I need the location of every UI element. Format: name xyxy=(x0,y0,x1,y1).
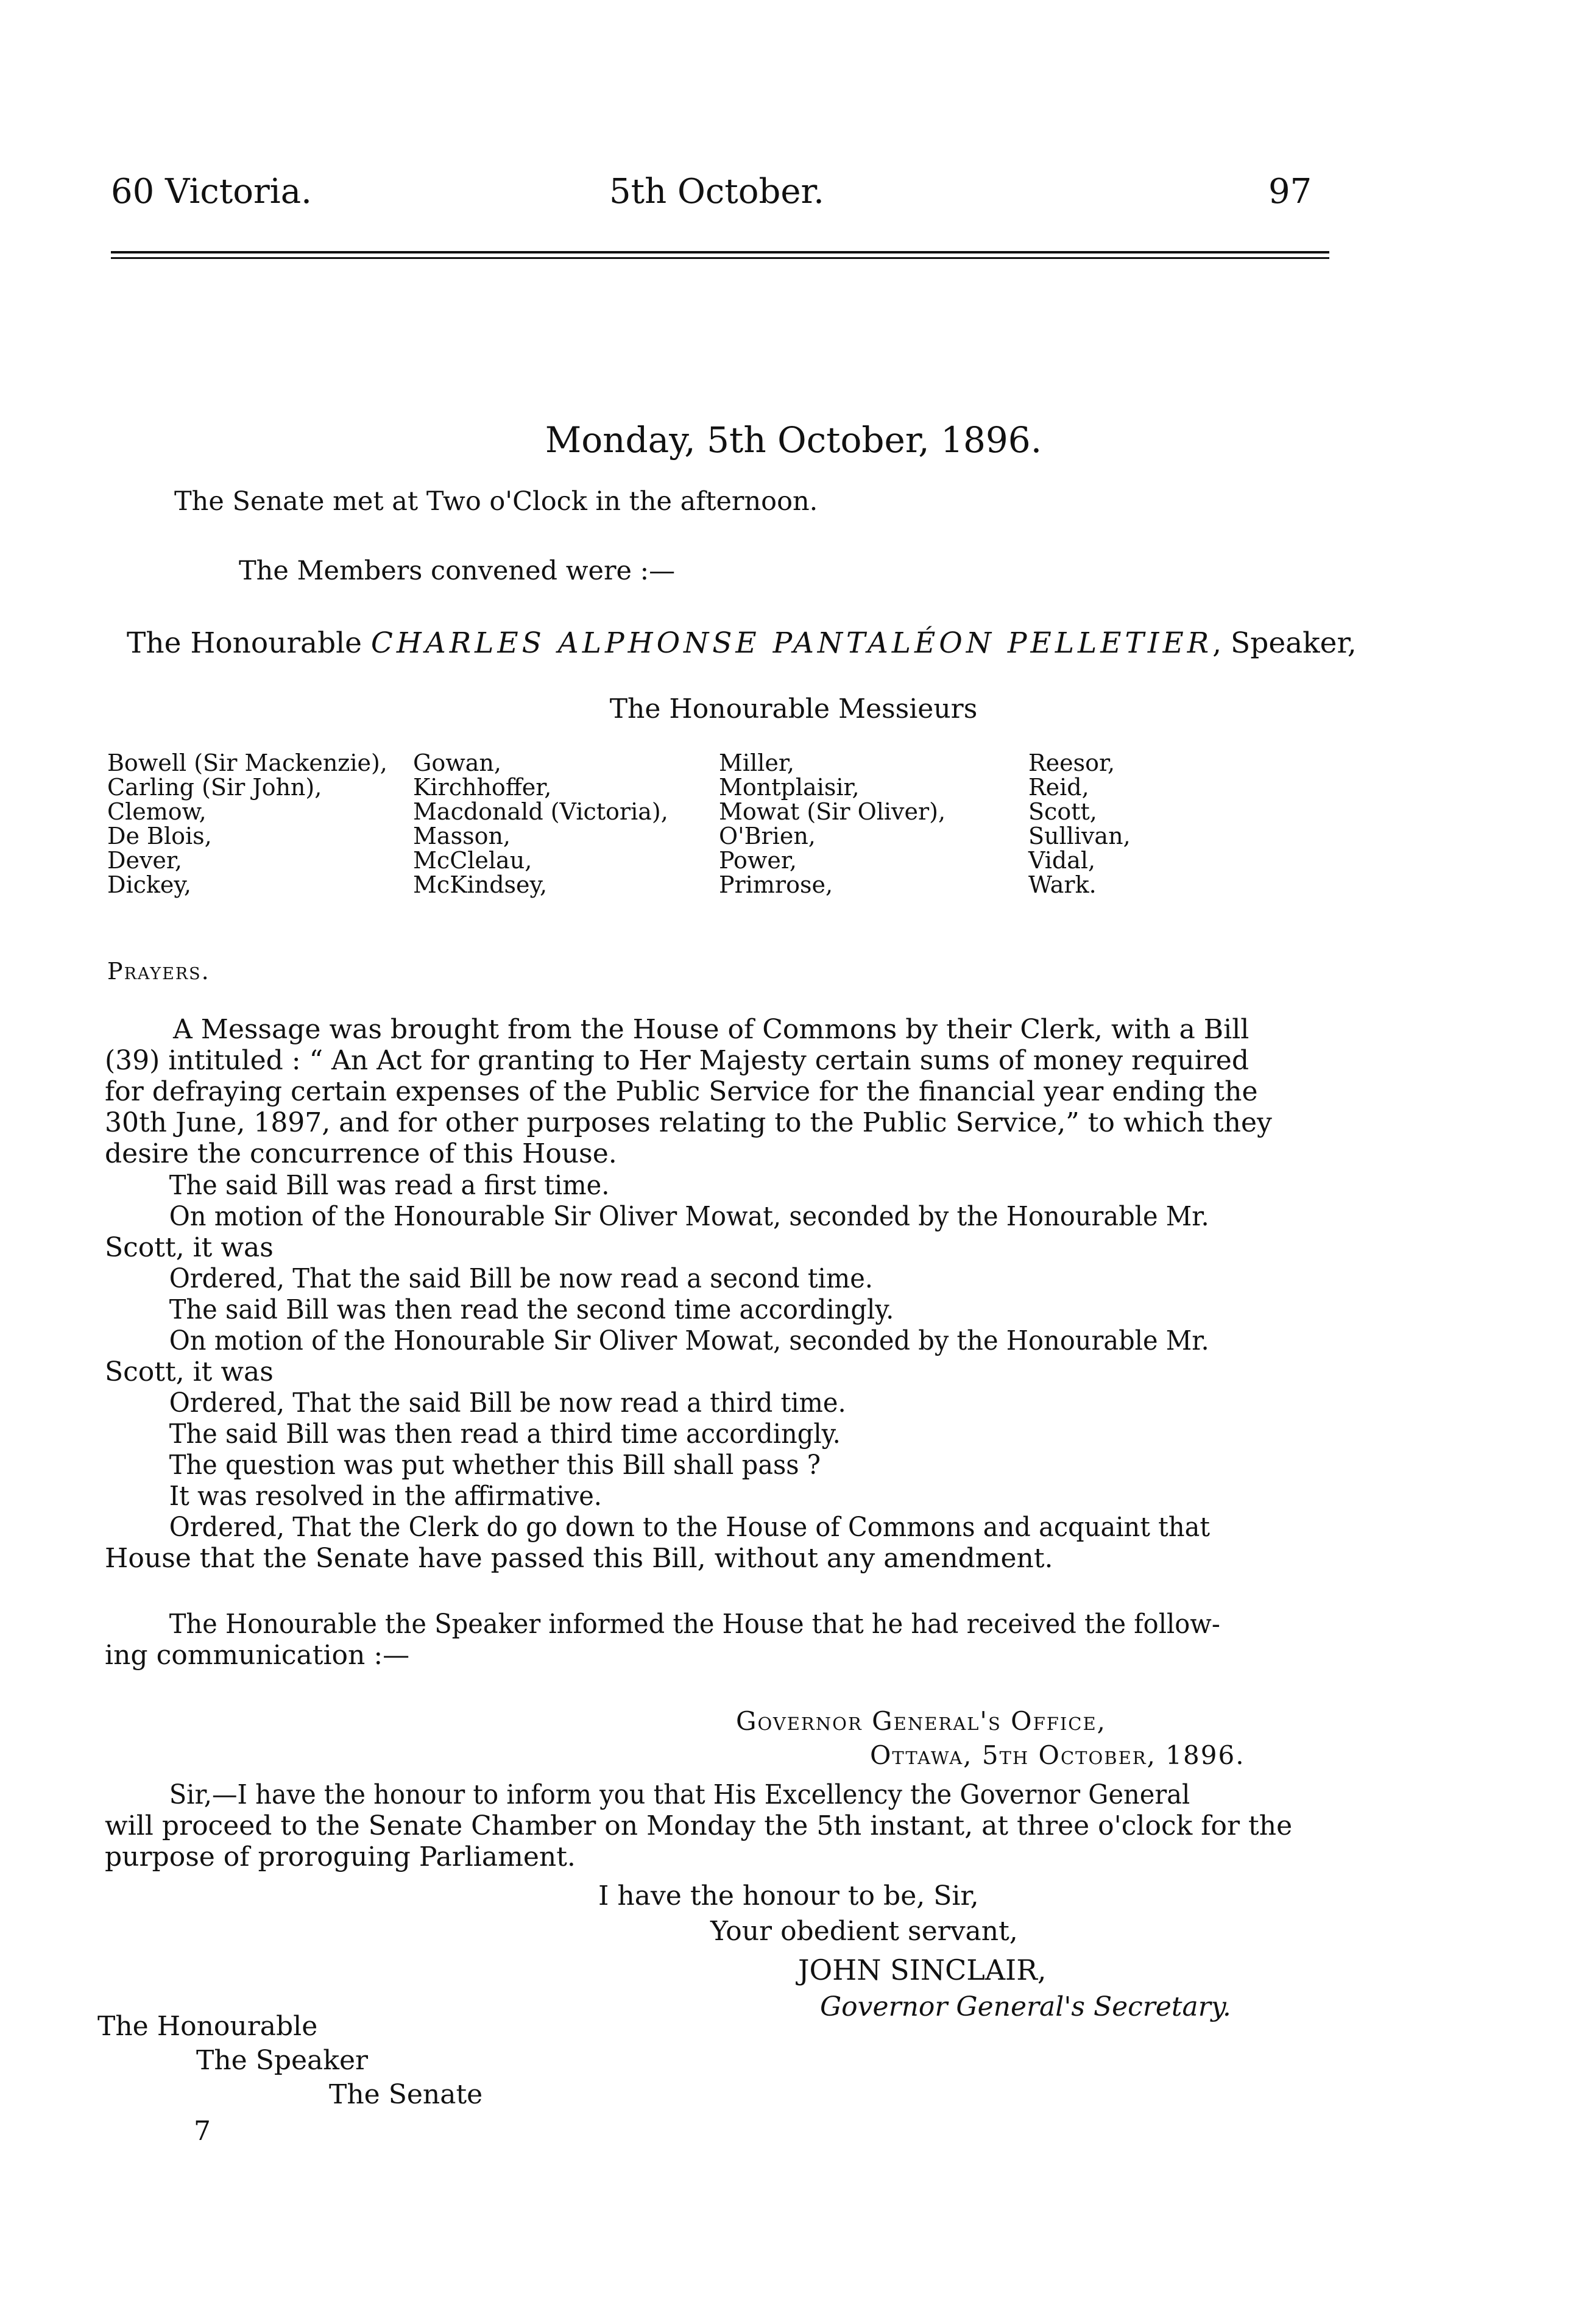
member-name: Macdonald (Victoria), xyxy=(413,798,668,825)
member-name: Vidal, xyxy=(1028,847,1096,874)
addressee-line-1: The Honourable xyxy=(97,2011,318,2042)
member-name: Reid, xyxy=(1028,774,1089,801)
proceeding-line: The said Bill was read a first time. xyxy=(169,1170,610,1201)
addressee-line-2: The Speaker xyxy=(196,2045,369,2076)
proceeding-line: The said Bill was then read the second time accordingly. xyxy=(169,1294,894,1325)
member-name: Mowat (Sir Oliver), xyxy=(719,798,946,825)
member-name: Kirchhoffer, xyxy=(413,774,552,801)
member-name: Sullivan, xyxy=(1028,823,1131,849)
letter-place-date: Ottawa, 5th October, 1896. xyxy=(870,1740,1245,1770)
text-line: will proceed to the Senate Chamber on Monday the 5th instant, at three o'clock for the xyxy=(105,1810,1293,1841)
proceedings-list xyxy=(105,1170,1329,1574)
sitting-date-title: Monday, 5th October, 1896. xyxy=(545,419,1042,461)
proceeding-line: Scott, it was xyxy=(105,1232,274,1263)
letter-signatory: JOHN SINCLAIR, xyxy=(798,1954,1047,1986)
member-name: Miller, xyxy=(719,749,794,776)
speaker-name: CHARLES ALPHONSE PANTALÉON PELLETIER xyxy=(370,626,1213,660)
members-convened-line: The Members convened were :— xyxy=(239,556,676,586)
member-name: McClelau, xyxy=(413,847,532,874)
proceeding-line: The said Bill was then read a third time accordingly. xyxy=(169,1419,841,1450)
member-name: Wark. xyxy=(1028,871,1097,898)
member-name: Gowan, xyxy=(413,749,501,776)
member-name: Masson, xyxy=(413,823,511,849)
proceeding-line: The question was put whether this Bill shall pass ? xyxy=(169,1450,821,1481)
member-name: Dickey, xyxy=(107,871,191,898)
text-line: 30th June, 1897, and for other purposes relating to the Public Service,” to which they xyxy=(105,1107,1272,1138)
member-name: Bowell (Sir Mackenzie), xyxy=(107,749,387,776)
proceeding-line: Ordered, That the Clerk do go down to the House of Commons and acquaint that xyxy=(169,1512,1211,1543)
speaker-line xyxy=(127,626,1357,660)
letter-office: Governor General's Office, xyxy=(736,1706,1107,1736)
text-line: for defraying certain expenses of the Public Service for the financial year ending the xyxy=(105,1076,1258,1107)
prayers-heading: Prayers. xyxy=(107,958,210,985)
messieurs-heading: The Honourable Messieurs xyxy=(609,693,978,724)
header-date: 5th October. xyxy=(609,172,824,211)
speaker-suffix: , Speaker, xyxy=(1212,626,1357,660)
text-line: A Message was brought from the House of Commons by their Clerk, with a Bill xyxy=(173,1014,1249,1045)
message-paragraph xyxy=(105,1014,1329,1169)
member-name: Power, xyxy=(719,847,797,874)
text-line: desire the concurrence of this House. xyxy=(105,1138,617,1169)
letter-closing-2: Your obedient servant, xyxy=(710,1916,1018,1947)
member-name: De Blois, xyxy=(107,823,212,849)
header-rule-bottom xyxy=(111,257,1329,259)
senate-met-line: The Senate met at Two o'Clock in the afternoon. xyxy=(174,486,818,517)
letter-closing-1: I have the honour to be, Sir, xyxy=(598,1880,979,1911)
member-name: Clemow, xyxy=(107,798,207,825)
members-column-3 xyxy=(719,751,945,897)
proceeding-line: Scott, it was xyxy=(105,1356,274,1387)
member-name: Dever, xyxy=(107,847,182,874)
text-line: The Honourable the Speaker informed the House that he had received the follow- xyxy=(169,1609,1220,1640)
member-name: Montplaisir, xyxy=(719,774,860,801)
addressee-line-3: The Senate xyxy=(329,2079,483,2110)
text-line: (39) intituled : “ An Act for granting to Her Majesty certain sums of money required xyxy=(105,1045,1249,1076)
header-rule-top xyxy=(111,251,1329,253)
header-regnal-year: 60 Victoria. xyxy=(111,172,312,211)
proceeding-line: Ordered, That the said Bill be now read a third time. xyxy=(169,1387,846,1419)
signature-mark: 7 xyxy=(194,2116,211,2147)
proceeding-line: House that the Senate have passed this Bill, without any amendment. xyxy=(105,1543,1053,1574)
text-line: purpose of proroguing Parliament. xyxy=(105,1841,576,1872)
members-column-4 xyxy=(1028,751,1131,897)
text-line: ing communication :— xyxy=(105,1640,410,1671)
proceeding-line: On motion of the Honourable Sir Oliver Mowat, seconded by the Honourable Mr. xyxy=(169,1201,1209,1232)
header-page-number: 97 xyxy=(1268,172,1312,211)
speaker-prefix: The Honourable xyxy=(127,626,362,660)
members-column-2 xyxy=(413,751,668,897)
proceeding-line: On motion of the Honourable Sir Oliver Mowat, seconded by the Honourable Mr. xyxy=(169,1325,1209,1356)
speaker-informed-paragraph xyxy=(105,1609,1329,1671)
proceeding-line: It was resolved in the affirmative. xyxy=(169,1481,602,1512)
text-line: Sir,—I have the honour to inform you that His Excellency the Governor General xyxy=(169,1779,1190,1810)
member-name: McKindsey, xyxy=(413,871,548,898)
proceeding-line: Ordered, That the said Bill be now read a second time. xyxy=(169,1263,874,1294)
member-name: Carling (Sir John), xyxy=(107,774,322,801)
member-name: Primrose, xyxy=(719,871,833,898)
member-name: Reesor, xyxy=(1028,749,1115,776)
member-name: O'Brien, xyxy=(719,823,816,849)
letter-body xyxy=(105,1779,1329,1872)
member-name: Scott, xyxy=(1028,798,1097,825)
letter-signatory-title: Governor General's Secretary. xyxy=(820,1991,1231,2022)
members-column-1 xyxy=(107,751,387,897)
